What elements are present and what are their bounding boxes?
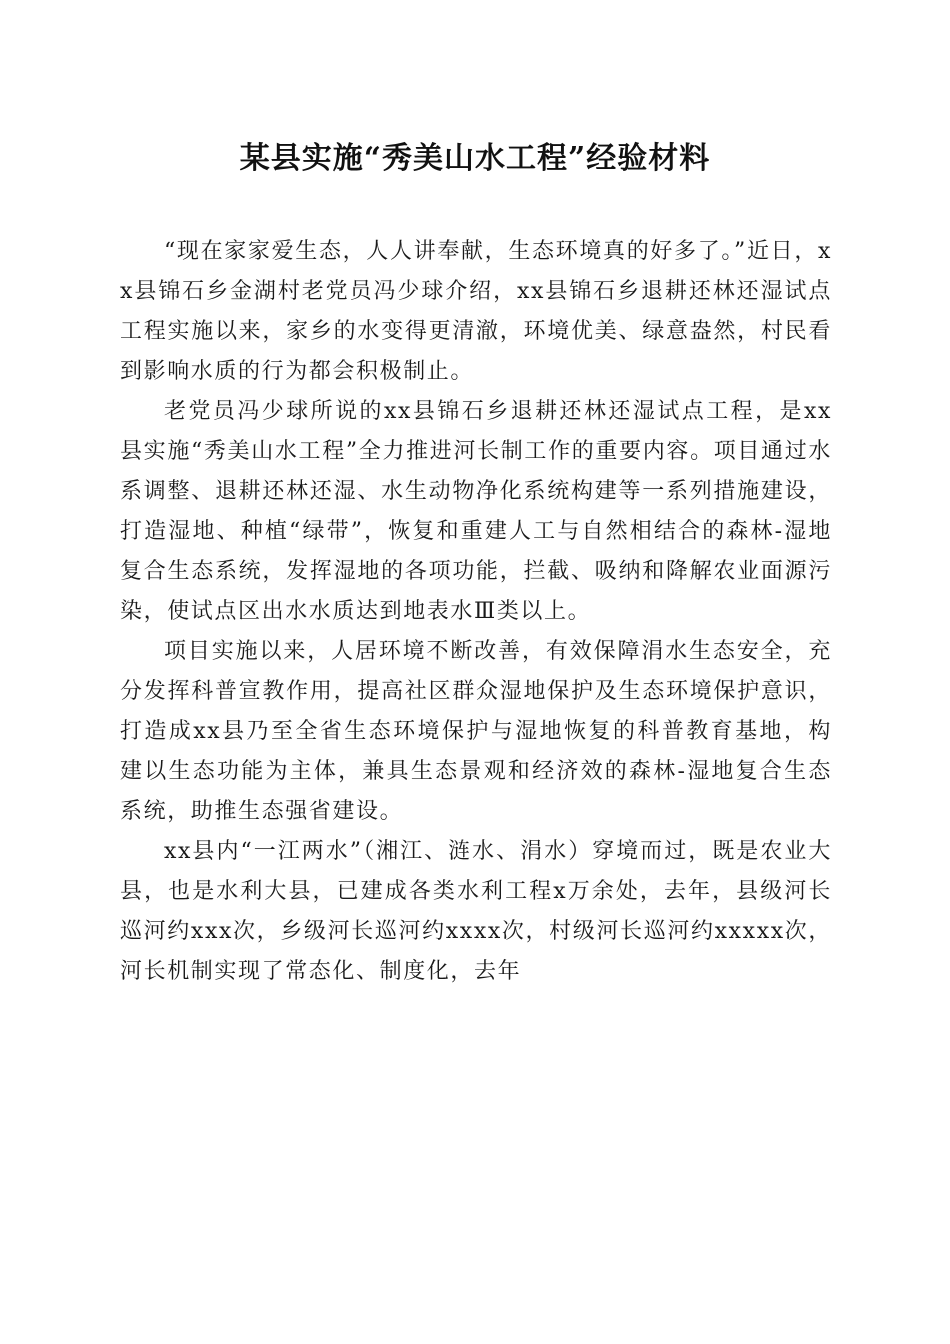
paragraph-2: 老党员冯少球所说的xx县锦石乡退耕还林还湿试点工程，是xx县实施“秀美山水工程”全力推进河长制工作的重要内容。项目通过水系调整、退耕还林还湿、水生动物净化系统构建等一系列措施建设，打造湿地、种植“绿带”，恢复和重建人工与自然相结合的森林-湿地复合生态系统，发挥湿地的各项功能，拦截、吸纳和降解农业面源污染，使试点区出水水质达到地表水Ⅲ类以上。: [120, 399, 832, 624]
paragraph-3: 项目实施以来，人居环境不断改善，有效保障涓水生态安全，充分发挥科普宣教作用，提高社区群众湿地保护及生态环境保护意识，打造成xx县乃至全省生态环境保护与湿地恢复的科普教育基地，构建以生态功能为主体，兼具生态景观和经济效的森林-湿地复合生态系统，助推生态强省建设。: [120, 639, 832, 824]
paragraph-1: “现在家家爱生态，人人讲奉献，生态环境真的好多了。”近日，xx县锦石乡金湖村老党员冯少球介绍，xx县锦石乡退耕还林还湿试点工程实施以来，家乡的水变得更清澈，环境优美、绿意盎然，村民看到影响水质的行为都会积极制止。: [120, 239, 832, 384]
document-body: [120, 232, 832, 992]
paragraph-4: xx县内“一江两水”（湘江、涟水、涓水）穿境而过，既是农业大县，也是水利大县，已建成各类水利工程x万余处，去年，县级河长巡河约xxx次，乡级河长巡河约xxxx次，村级河长巡河约xxxxx次，河长机制实现了常态化、制度化，去年: [120, 839, 832, 984]
document-title: 某县实施“秀美山水工程”经验材料: [239, 141, 711, 176]
